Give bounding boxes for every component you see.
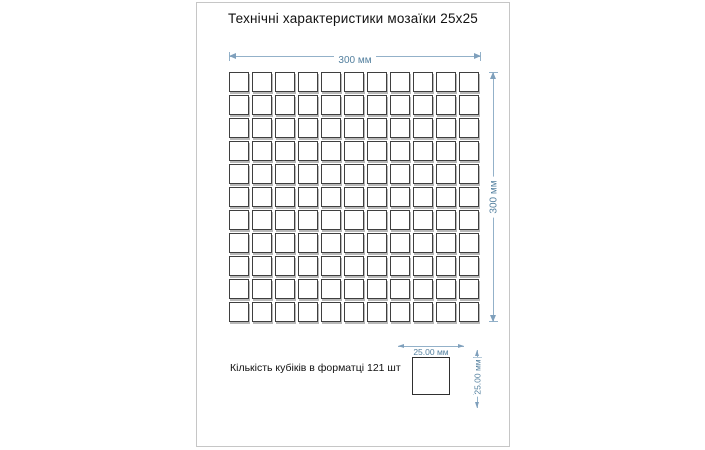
mosaic-tile: [436, 95, 456, 115]
mosaic-tile: [367, 118, 387, 138]
small-arrow-down-icon: [475, 402, 479, 408]
mosaic-tile: [252, 302, 272, 322]
mosaic-tile: [229, 187, 249, 207]
mosaic-tile: [413, 141, 433, 161]
mosaic-tile: [390, 187, 410, 207]
mosaic-tile: [344, 233, 364, 253]
mosaic-tile: [275, 141, 295, 161]
mosaic-tile: [229, 279, 249, 299]
mosaic-tile: [367, 302, 387, 322]
mosaic-tile: [298, 256, 318, 276]
mosaic-tile: [436, 187, 456, 207]
mosaic-tile: [390, 279, 410, 299]
mosaic-tile: [275, 72, 295, 92]
mosaic-tile: [436, 164, 456, 184]
mosaic-tile: [321, 72, 341, 92]
mosaic-tile: [390, 72, 410, 92]
mosaic-tile: [436, 210, 456, 230]
cube-height-label: 25.00 мм: [472, 359, 483, 395]
mosaic-tile: [321, 95, 341, 115]
mosaic-tile: [367, 210, 387, 230]
mosaic-tile: [413, 256, 433, 276]
mosaic-tile: [413, 118, 433, 138]
grid-height-label: 300 мм: [489, 176, 500, 217]
mosaic-tile: [413, 233, 433, 253]
mosaic-tile: [413, 72, 433, 92]
mosaic-tile: [459, 187, 479, 207]
mosaic-tile: [390, 164, 410, 184]
mosaic-tile: [321, 210, 341, 230]
mosaic-tile: [367, 141, 387, 161]
mosaic-tile: [275, 164, 295, 184]
mosaic-tile: [298, 210, 318, 230]
mosaic-tile: [298, 164, 318, 184]
mosaic-tile: [413, 279, 433, 299]
mosaic-tile: [459, 210, 479, 230]
mosaic-tile: [459, 164, 479, 184]
mosaic-tile: [298, 302, 318, 322]
cube-count-caption: Кількість кубіків в форматці 121 шт: [230, 362, 401, 374]
mosaic-tile: [367, 187, 387, 207]
mosaic-tile: [321, 187, 341, 207]
mosaic-tile: [229, 210, 249, 230]
mosaic-tile: [390, 233, 410, 253]
mosaic-tile: [459, 302, 479, 322]
mosaic-tile: [252, 164, 272, 184]
mosaic-tile: [390, 118, 410, 138]
mosaic-tile: [344, 210, 364, 230]
mosaic-tile: [344, 141, 364, 161]
mosaic-tile: [298, 118, 318, 138]
mosaic-grid: [229, 72, 479, 322]
mosaic-tile: [459, 279, 479, 299]
mosaic-tile: [436, 233, 456, 253]
mosaic-tile: [459, 118, 479, 138]
mosaic-tile: [252, 233, 272, 253]
mosaic-tile: [344, 256, 364, 276]
mosaic-tile: [436, 279, 456, 299]
mosaic-tile: [275, 95, 295, 115]
mosaic-tile: [367, 72, 387, 92]
mosaic-tile: [298, 279, 318, 299]
mosaic-tile: [390, 141, 410, 161]
mosaic-tile: [413, 95, 433, 115]
mosaic-tile: [298, 72, 318, 92]
mosaic-tile: [321, 118, 341, 138]
mosaic-tile: [344, 164, 364, 184]
arrow-up-icon: [490, 72, 496, 79]
mosaic-tile: [275, 210, 295, 230]
mosaic-tile: [252, 118, 272, 138]
mosaic-tile: [436, 256, 456, 276]
mosaic-tile: [413, 302, 433, 322]
mosaic-tile: [344, 302, 364, 322]
mosaic-tile: [229, 256, 249, 276]
mosaic-tile: [252, 95, 272, 115]
mosaic-tile: [436, 141, 456, 161]
mosaic-tile: [298, 141, 318, 161]
mosaic-tile: [298, 233, 318, 253]
mosaic-tile: [459, 95, 479, 115]
mosaic-tile: [413, 164, 433, 184]
mosaic-tile: [298, 95, 318, 115]
mosaic-tile: [344, 279, 364, 299]
mosaic-tile: [275, 279, 295, 299]
mosaic-tile: [321, 164, 341, 184]
mosaic-tile: [459, 72, 479, 92]
mosaic-tile: [229, 118, 249, 138]
mosaic-tile: [229, 233, 249, 253]
mosaic-tile: [413, 210, 433, 230]
mosaic-tile: [459, 141, 479, 161]
mosaic-tile: [390, 302, 410, 322]
mosaic-tile: [367, 164, 387, 184]
cube-width-label: 25.00 мм: [413, 347, 449, 357]
mosaic-tile: [229, 302, 249, 322]
mosaic-tile: [436, 302, 456, 322]
mosaic-tile: [459, 256, 479, 276]
mosaic-tile: [344, 72, 364, 92]
mosaic-tile: [321, 233, 341, 253]
mosaic-tile: [275, 302, 295, 322]
mosaic-tile: [367, 256, 387, 276]
mosaic-tile: [298, 187, 318, 207]
grid-width-label: 300 мм: [334, 55, 375, 66]
mosaic-tile: [252, 279, 272, 299]
mosaic-tile: [321, 256, 341, 276]
mosaic-tile: [275, 233, 295, 253]
mosaic-tile: [229, 141, 249, 161]
mosaic-tile: [436, 118, 456, 138]
mosaic-tile: [229, 95, 249, 115]
mosaic-tile: [275, 256, 295, 276]
mosaic-tile: [252, 72, 272, 92]
mosaic-tile: [321, 279, 341, 299]
mosaic-tile: [275, 118, 295, 138]
arrow-down-icon: [490, 315, 496, 322]
mosaic-tile: [413, 187, 433, 207]
mosaic-tile: [252, 187, 272, 207]
cube-square: [412, 357, 450, 395]
mosaic-tile: [252, 210, 272, 230]
mosaic-tile: [390, 256, 410, 276]
mosaic-tile: [390, 210, 410, 230]
mosaic-tile: [459, 233, 479, 253]
mosaic-tile: [344, 95, 364, 115]
mosaic-tile: [344, 118, 364, 138]
mosaic-tile: [390, 95, 410, 115]
mosaic-tile: [344, 187, 364, 207]
mosaic-tile: [367, 279, 387, 299]
mosaic-tile: [252, 141, 272, 161]
mosaic-tile: [367, 95, 387, 115]
mosaic-tile: [321, 141, 341, 161]
mosaic-tile: [229, 164, 249, 184]
mosaic-tile: [229, 72, 249, 92]
mosaic-tile: [275, 187, 295, 207]
small-arrow-up-icon: [475, 350, 479, 356]
page-title: Технічні характеристики мозаїки 25х25: [227, 11, 479, 26]
mosaic-tile: [321, 302, 341, 322]
mosaic-tile: [367, 233, 387, 253]
mosaic-tile: [436, 72, 456, 92]
mosaic-tile: [252, 256, 272, 276]
